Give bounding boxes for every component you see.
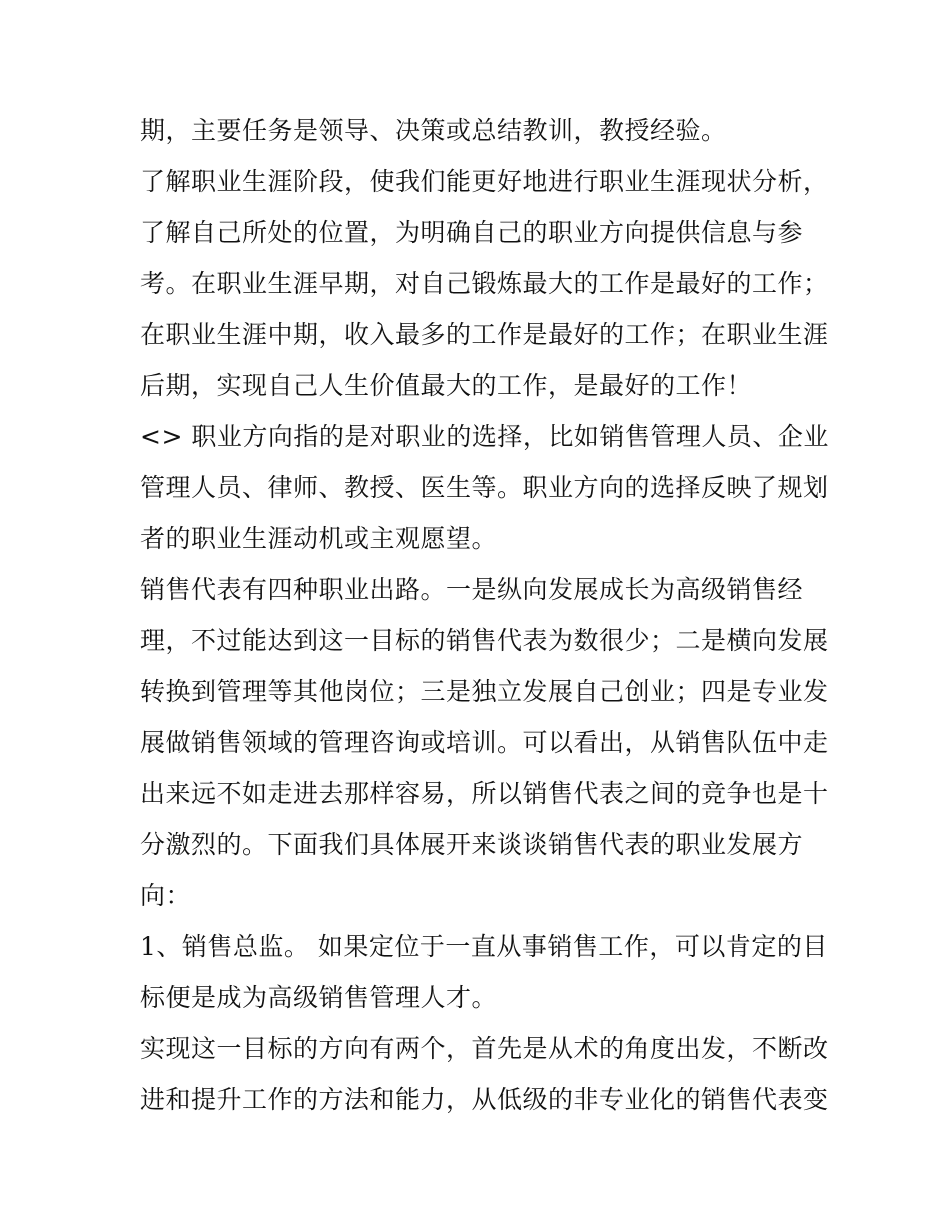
text-line: 了解职业生涯阶段，使我们能更好地进行职业生涯现状分析， [140, 167, 829, 196]
text-line: 转换到管理等其他岗位；三是独立发展自己创业；四是专业发 [140, 677, 829, 706]
paragraph-1 [140, 105, 820, 156]
text-line: 者的职业生涯动机或主观愿望。 [140, 524, 498, 553]
text-line: 销售代表有四种职业出路。一是纵向发展成长为高级销售经 [140, 575, 804, 604]
text-line: 向： [140, 881, 192, 910]
text-line: 后期，实现自己人生价值最大的工作，是最好的工作！ [140, 371, 753, 400]
paragraph-6 [140, 1023, 829, 1125]
paragraph-2 [140, 156, 829, 411]
text-line: 了解自己所处的位置，为明确自己的职业方向提供信息与参 [140, 218, 804, 247]
paragraph-3 [140, 411, 829, 564]
text-line: 管理人员、律师、教授、医生等。职业方向的选择反映了规划 [140, 473, 829, 502]
text-line: 标便是成为高级销售管理人才。 [140, 983, 498, 1012]
text-line: 展做销售领域的管理咨询或培训。可以看出，从销售队伍中走 [140, 728, 829, 757]
document-body [140, 105, 829, 1125]
text-line: 进和提升工作的方法和能力，从低级的非专业化的销售代表变 [140, 1085, 829, 1114]
text-line: 出来远不如走进去那样容易，所以销售代表之间的竞争也是十 [140, 779, 829, 808]
paragraph-5 [140, 921, 828, 1023]
text-line: <> 职业方向指的是对职业的选择，比如销售管理人员、企业 [140, 422, 829, 451]
text-line: 分激烈的。下面我们具体展开来谈谈销售代表的职业发展方 [140, 830, 804, 859]
text-line: 考。在职业生涯早期，对自己锻炼最大的工作是最好的工作； [140, 269, 829, 298]
text-line: 理，不过能达到这一目标的销售代表为数很少；二是横向发展 [140, 626, 829, 655]
text-line: 在职业生涯中期，收入最多的工作是最好的工作；在职业生涯 [140, 320, 829, 349]
text-line: 实现这一目标的方向有两个，首先是从术的角度出发，不断改 [140, 1034, 829, 1063]
text-line: 1、销售总监。 如果定位于一直从事销售工作，可以肯定的目 [140, 932, 828, 961]
paragraph-4 [140, 564, 829, 921]
text-line: 期，主要任务是领导、决策或总结教训，教授经验。 [140, 116, 727, 145]
